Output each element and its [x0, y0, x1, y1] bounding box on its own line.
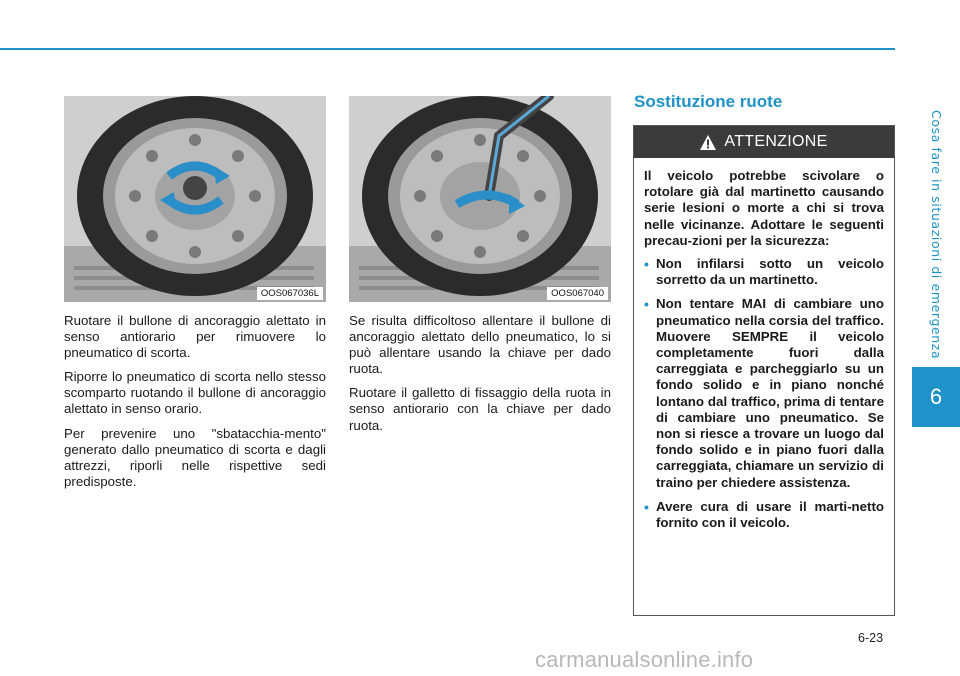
- column-1-text: [64, 313, 326, 498]
- warning-item: [644, 296, 884, 490]
- warning-item-text: Avere cura di usare il marti-netto fornito con il veicolo.: [656, 498, 884, 531]
- warning-item-text: Non infilarsi sotto un veicolo sorretto da un martinetto.: [656, 256, 884, 288]
- paragraph: Se risulta difficoltoso allentare il bullone di ancoraggio alettato dello pneumatico, lo si può allentare usando la chiave per dado ruota.: [349, 313, 611, 377]
- column-2-text: [349, 313, 611, 442]
- bullet-dot: •: [644, 256, 649, 273]
- warning-body: [634, 158, 894, 531]
- image-code: OOS067036L: [257, 287, 323, 300]
- chapter-title: Cosa fare in situazioni di emergenza: [929, 110, 944, 360]
- watermark: carmanualsonline.info: [535, 647, 754, 672]
- warning-list: [644, 256, 884, 531]
- section-heading: Sostituzione ruote: [634, 92, 783, 111]
- warning-intro: Il veicolo potrebbe scivolare o rotolare già dal martinetto causando serie lesioni o morte a chi si trova nelle vicinanze. Adottare le seguenti precau-zioni per la sicurezza:: [644, 168, 884, 248]
- paragraph: Ruotare il bullone di ancoraggio alettato in senso antiorario per rimuovere lo pneumatico di scorta.: [64, 313, 326, 361]
- warning-box: [633, 125, 895, 616]
- warning-item-text: Non tentare MAI di cambiare uno pneumatico nella corsia del traffico. Muovere SEMPRE il veicolo completamente fuori dalla carreggiata e parcheggiarlo su un fondo solido e in piano nonché lontano dal traffico, prima di tentare di cambiare uno pneumatico. Se non si riesce a trovare un luogo dal fondo solido e in piano fuori dalla carreggiata, chiamare un servizio di traino per chiedere assistenza.: [656, 296, 884, 490]
- warning-header: [634, 126, 894, 158]
- bullet-dot: •: [644, 498, 649, 515]
- top-rule: [0, 48, 895, 50]
- warning-triangle-icon: [700, 135, 716, 150]
- paragraph: Riporre lo pneumatico di scorta nello stesso scomparto ruotando il bullone di ancoraggio alettato in senso orario.: [64, 369, 326, 417]
- warning-item: [644, 499, 884, 531]
- bullet-dot: •: [644, 296, 649, 313]
- chapter-tab[interactable]: 6: [912, 367, 960, 427]
- paragraph: Ruotare il galletto di fissaggio della ruota in senso antiorario con la chiave per dado ruota.: [349, 385, 611, 433]
- spare-tire-photo-1: [64, 96, 326, 302]
- warning-item: [644, 256, 884, 288]
- image-code: OOS067040: [547, 287, 608, 300]
- spare-tire-photo-2: [349, 96, 611, 302]
- paragraph: Per prevenire uno "sbatacchia-mento" generato dallo pneumatico di scorta e dagli attrezzi, riporli nelle rispettive sedi predisposte.: [64, 425, 326, 489]
- warning-title: ATTENZIONE: [724, 133, 828, 150]
- page-number: 6-23: [858, 631, 884, 645]
